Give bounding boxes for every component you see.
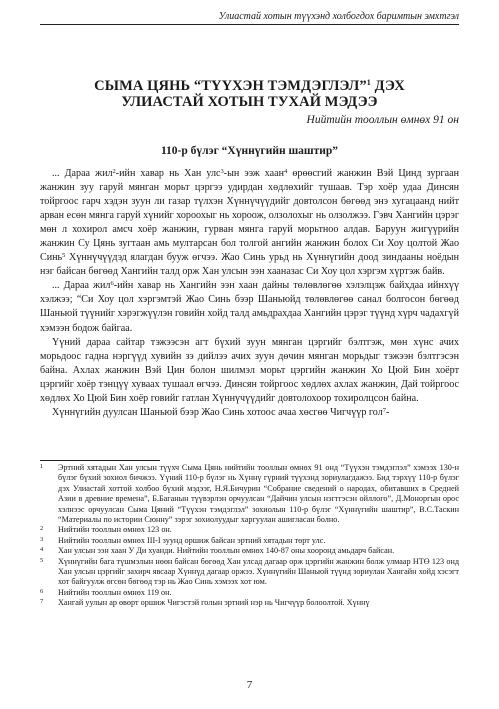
body-text-run: -ийн хавар нь Хан улс xyxy=(115,168,221,179)
footnote-item xyxy=(40,463,459,525)
footnote-number: 5 xyxy=(40,556,44,564)
footnote-number: 3 xyxy=(40,535,44,543)
footnote-item xyxy=(40,546,459,556)
footnote-item xyxy=(40,525,459,535)
footnote-reference[interactable]: 5 xyxy=(62,252,66,260)
title-footnote-ref[interactable]: 1 xyxy=(366,78,371,87)
footnote-number: 2 xyxy=(40,525,44,533)
footnote-reference[interactable]: 6 xyxy=(110,280,114,288)
footnote-number: 6 xyxy=(40,587,44,595)
date-subtitle: Нийтийн тооллын өмнөх 91 он xyxy=(306,114,459,126)
footnote-text: Хан улсын ээн хаан У Ди хуанди. Нийтийн тооллын өмнөх 140-87 оны хооронд амьдарч байсан. xyxy=(58,546,395,556)
document-title xyxy=(40,78,459,110)
footnote-item xyxy=(40,557,459,588)
footnote-number: 1 xyxy=(40,463,44,470)
body-text-run: -ийн хавар нь Хангийн ээн хаан дайны төлөвлөгөө хэлэлцэж байхдаа ийнхүү хэлжээ; “Си Хоу цол хэргэмтэй Жао Синь бээр Шаньюйд төлөвлөгөө санал болгосон бөгөөд Шаньюй түүнийг хэрэгжүүлэн говийн хойд талд амьдрахдаа Хангийн цэрэг түүнд хүрч чадахгүй хэмээн бодож байгаа. xyxy=(40,280,459,334)
page-number: 7 xyxy=(246,679,253,691)
body-text-run: - xyxy=(386,406,390,418)
footnote-reference[interactable]: 4 xyxy=(284,168,288,175)
chapter-title: 110-р бүлэг “Хүннүгийн шаштир” xyxy=(160,145,339,157)
footnote-item xyxy=(40,598,459,608)
body-text-run: өрөөсгий жанжин Вэй Цинд зургаан жанжин зуу гаруй мянган морьт цэргээ удирдан хөдлөхийг тушаав. Тэр хоёр удаа Динсян тойргоос гарч хэдэн зуун ли газар түлхэн Хүннүчүүдийг довтолсон бөгөөд энэ хугацаанд нийт арван есөн мянга гаруй хүнийг хороохыг нь хороож, олзолохыг нь олзолжээ. Гэвч Хангийн цэрэг мөн л хохирол амсч хоёр жанжин, гурван мянга гаруй морьтноо алдав. Баруун жигүүрийн жанжин Су Цянь зугтаан амь мултарсан бол толгой ангийн жанжин болох Си Хоу цолтой Жао Синь xyxy=(40,168,459,264)
body-text-run: ... Дараа жил xyxy=(52,280,111,292)
title-line-1-text: СЫМА ЦЯНЬ “ТҮҮХЭН ТЭМДЭГЛЭЛ” xyxy=(94,78,367,94)
title-line-1 xyxy=(40,78,459,94)
footnote-text: Хүннүгийн бага түшмэлын нөөн байсан бөгөөд Хан улсад дагаар орж цэргийн жанжин болж улмаар НТӨ 123 онд Хан улсын цэргийг захирч явсаар Хүннүд дагаар оржээ. Хүннүгийн Шаньюй түүнд зориулан Хангайн хойд хэсэгт хот байгуулж өгсөн бөгөөд тэр нь Жао Синь хэмээх хот юм. xyxy=(58,556,459,587)
running-head: Улиастай хотын түүхэнд холбогдох баримтын эмхтгэл xyxy=(218,11,459,22)
footnote-reference[interactable]: 7 xyxy=(382,406,386,414)
footnote-item xyxy=(40,536,459,546)
footnote-reference[interactable]: 3 xyxy=(220,168,224,175)
body-text-run: ... Дараа жил xyxy=(52,168,113,179)
body-text-run: Үүний дараа сайтар тэжээсэн агт бүхий зуун мянган цэргийг бэлтгэж, мөн хүнс ачих морьдоос гадна нэргүүд хувийн зэ дийлээ ачих зуун дөчин мянган морьдыг тэжээн бэлтгэсэн байна. Ахлах жанжин Вэй Цин болон шилмэл морьт цэргийн жанжин Хо Цюй Бин хоёрт цэргийг хоёр тэнцүү хуваах тушаал өгчээ. Динсян тойргоос хөдлөх ахлах жанжин, Дай тойргоос хөдлөх Хо Цюй Бин хоёр говийг гатлан Хүннүчүүдийг довтолохоор тохиролцсон байна. xyxy=(40,336,459,404)
footnote-separator xyxy=(40,460,160,461)
body-paragraph xyxy=(40,336,459,406)
footnote-text: Нийтийн тооллын өмнөх III-I зуунд оршиж байсан эртний хятадын төрт улс. xyxy=(58,535,326,545)
footnote-item xyxy=(40,588,459,598)
footnote-text: Нийтийн тооллын өмнөх 119 он. xyxy=(58,587,172,597)
main-text xyxy=(40,167,459,420)
footnote-text: Эртний хятадын Хан улсын түүхч Сыма Цянь нийтийн тооллын өмнөх 91 онд “Түүхэн тэмдэглэл” хэмээх 130-н бүлэг бүхий зохиол бичжээ. Үүний 110-р бүлэг нь Хүннү гүрний түүхэнд зориулагдажээ. Бид тэрхүү 110-р бүлэг дэх Улиастай хоттой холбоо бүхий мэдээг, Н.Я.Бичурин “Собрание сведений о народах, обитавших в Средней Азии в древние времена”, Б.Баганын түүвэрлэн орчуулсан “Дайчин улсын нэгтгэсэн ойллого”, Д.Моноргын орос хэлнээс орчуулсан Сыма Цяний “Түүхэн тэмдэглэл” зохиолын 110-р бүлэг “Хүннүгийн шаштир”, В.С.Таскин “Материалы по истории Сюнну” зэрэг зохиолуудыг харгуулан ашигласан болно. xyxy=(58,463,459,525)
body-paragraph xyxy=(40,406,459,420)
footnote-reference[interactable]: 2 xyxy=(112,168,116,175)
header-rule xyxy=(40,24,459,25)
footnote-number: 7 xyxy=(40,598,44,606)
footnote-text: Нийтийн тооллын өмнөх 123 он. xyxy=(58,525,172,535)
footnotes xyxy=(40,463,459,609)
footnote-text: Хангай уулын ар өвөрт оршиж Чигэстэй голын эртний нэр нь Чигчүүр болоолтой. Хүннү xyxy=(58,598,370,608)
body-text-run: Хүннүчүүдэд ялагдан бууж өгчээ. Жао Синь урьд нь Хүннүгийн доод зиндааны ноёдын нэг байсан бөгөөд Хангийн талд орж Хан улсын ээн хааназас Си Хоу цол хэргэм хүртэж байв. xyxy=(40,252,459,278)
footnote-number: 4 xyxy=(40,546,44,554)
title-line-1-tail: ДЭХ xyxy=(370,78,405,94)
body-text-run: Хүннүгийн дуулсан Шаньюй бээр Жао Синь хотоос ачаа хөсгөө Чигчүүр гол xyxy=(52,406,383,418)
title-line-2: УЛИАСТАЙ ХОТЫН ТУХАЙ МЭДЭЭ xyxy=(121,94,378,110)
body-paragraph xyxy=(40,279,459,335)
body-paragraph xyxy=(40,167,459,279)
body-text-run: -ын ээж хаан xyxy=(223,168,285,179)
